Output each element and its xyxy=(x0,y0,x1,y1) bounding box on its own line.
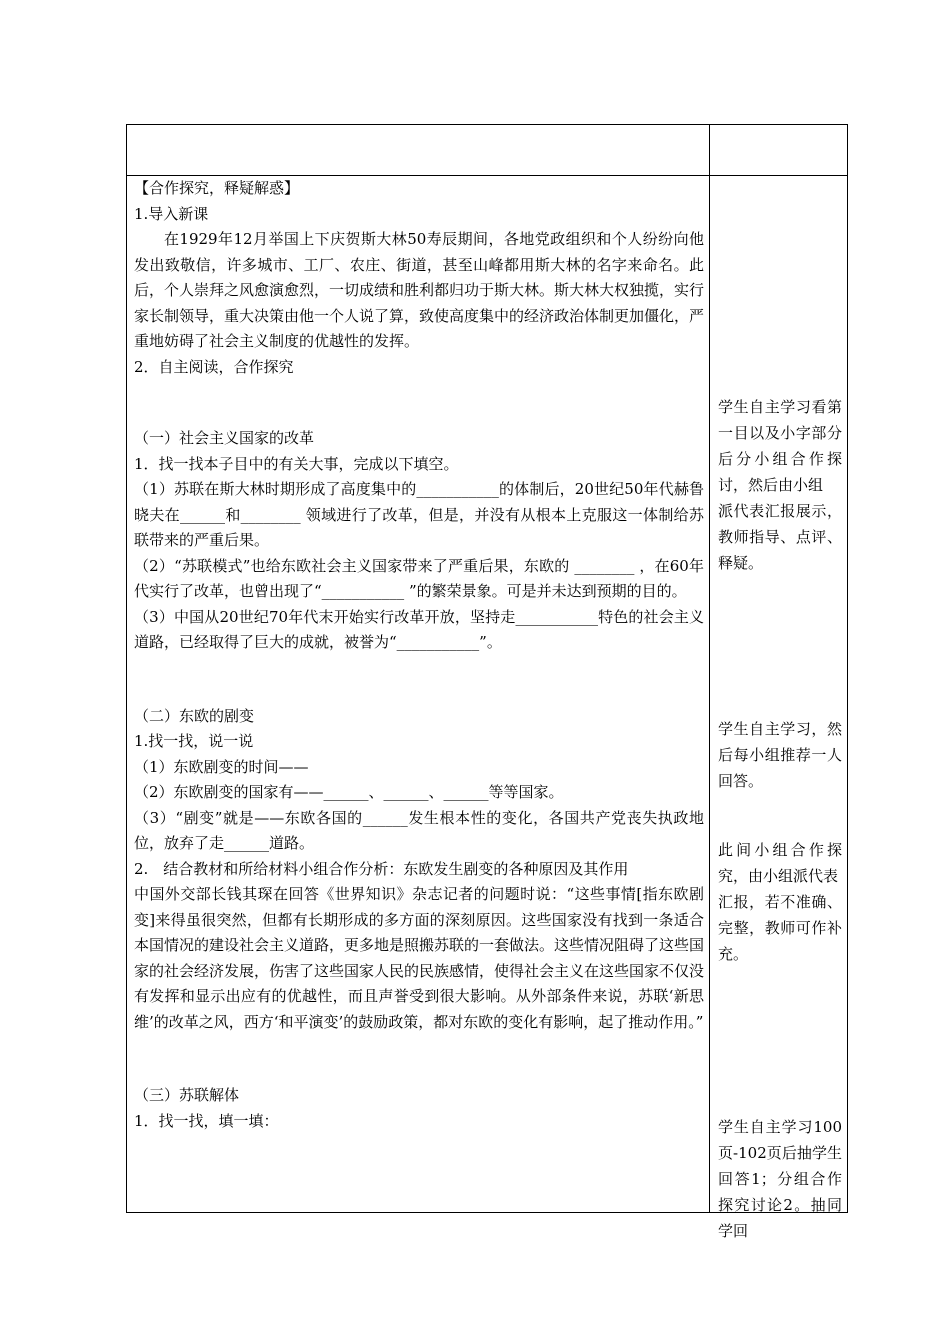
side-note-1 xyxy=(718,394,842,576)
main-content-cell xyxy=(134,176,704,1134)
side-note-3-line2: 汇报，若不准确、完整，教师可作补充。 xyxy=(718,893,842,963)
side-note-1-line3: 教师指导、点评、 xyxy=(718,528,842,546)
part1-question-2: （2）“苏联模式”也给东欧社会主义国家带来了严重后果，东欧的 ________ ，在60年代实行了改革，也曾出现了“___________ ”的繁荣景象。可是并未达到预期的目的。 xyxy=(134,556,704,600)
reading-title: 2．自主阅读，合作探究 xyxy=(134,357,294,376)
part2-quote: 中国外交部长钱其琛在回答《世界知识》杂志记者的问题时说：“这些事情[指东欧剧变]来得虽很突然，但都有长期形成的多方面的深刻原因。这些国家没有找到一条适合本国情况的建设社会主义道路，更多地是照搬苏联的一套做法。这些情况阻碍了这些国家的社会经济发展，伤害了这些国家人民的民族感情，使得社会主义在这些国家不仅没有发挥和显示出应有的优越性，而且声誉受到很大影响。从外部条件来说，苏联‘新思维’的改革之风，西方‘和平演变’的鼓励政策，都对东欧的变化有影响，起了推动作用。” xyxy=(134,885,705,1031)
side-note-4 xyxy=(718,1114,842,1244)
side-note-4-text: 学生自主学习100页-102页后抽学生回答1；分组合作探究讨论2。抽同学回 xyxy=(718,1118,842,1240)
part1-title: （一）社会主义国家的改革 xyxy=(134,429,315,447)
side-note-2 xyxy=(718,716,842,794)
side-note-3 xyxy=(718,837,842,967)
side-note-1-line4: 释疑。 xyxy=(718,554,764,572)
part1-question-3: （3）中国从20世纪70年代末开始实行改革开放，坚持走___________特色的社会主义道路，已经取得了巨大的成就，被誉为“___________”。 xyxy=(134,607,704,651)
part1-question-1: （1）苏联在斯大林时期形成了高度集中的___________的体制后，20世纪50年代赫鲁晓夫在______和________ 领域进行了改革，但是，并没有从根本上克服这一体制给苏联带来的严重后果。 xyxy=(134,480,704,549)
part2-question-3: （3）“剧变”就是——东欧各国的______发生根本性的变化，各国共产党丧失执政地位，放弃了走______道路。 xyxy=(134,808,704,852)
part2-title: （二）东欧的剧变 xyxy=(134,706,255,725)
section-heading: 【合作探究，释疑解惑】 xyxy=(134,179,300,197)
column-divider xyxy=(709,125,710,1212)
intro-paragraph: 在1929年12月举国上下庆贺斯大林50寿辰期间，各地党政组织和个人纷纷向他发出致敬信，许多城市、工厂、农庄、街道，甚至山峰都用斯大林的名字来命名。此后，个人崇拜之风愈演愈烈，一切成绩和胜利都归功于斯大林。斯大林大权独揽，实行家长制领导，重大决策由他一个人说了算，致使高度集中的经济政治体制更加僵化，严重地妨碍了社会主义制度的优越性的发挥。 xyxy=(134,230,705,350)
part2-question-2: （2）东欧剧变的国家有——______、______、______等等国家。 xyxy=(134,783,564,801)
side-note-1-line2: 派代表汇报展示， xyxy=(718,502,842,520)
part3-task: 1．找一找，填一填： xyxy=(134,1111,279,1130)
part2-task-2: 2. 结合教材和所给材料小组合作分析：东欧发生剧变的各种原因及其作用 xyxy=(134,859,629,878)
side-note-2-text: 学生自主学习，然后每小组推荐一人回答。 xyxy=(718,720,842,790)
part3-title: （三）苏联解体 xyxy=(134,1086,240,1104)
part1-task: 1．找一找本子目中的有关大事，完成以下填空。 xyxy=(134,454,459,473)
part2-question-1: （1）东欧剧变的时间—— xyxy=(134,757,309,776)
part2-task: 1.找一找，说一说 xyxy=(134,732,254,750)
intro-title: 1.导入新课 xyxy=(134,204,209,223)
side-note-3-text: 此间小组合作探究，由小组派代表 xyxy=(718,841,842,885)
side-note-1-text: 学生自主学习看第一目以及小字部分后分小组合作探讨，然后由小组 xyxy=(718,398,842,494)
